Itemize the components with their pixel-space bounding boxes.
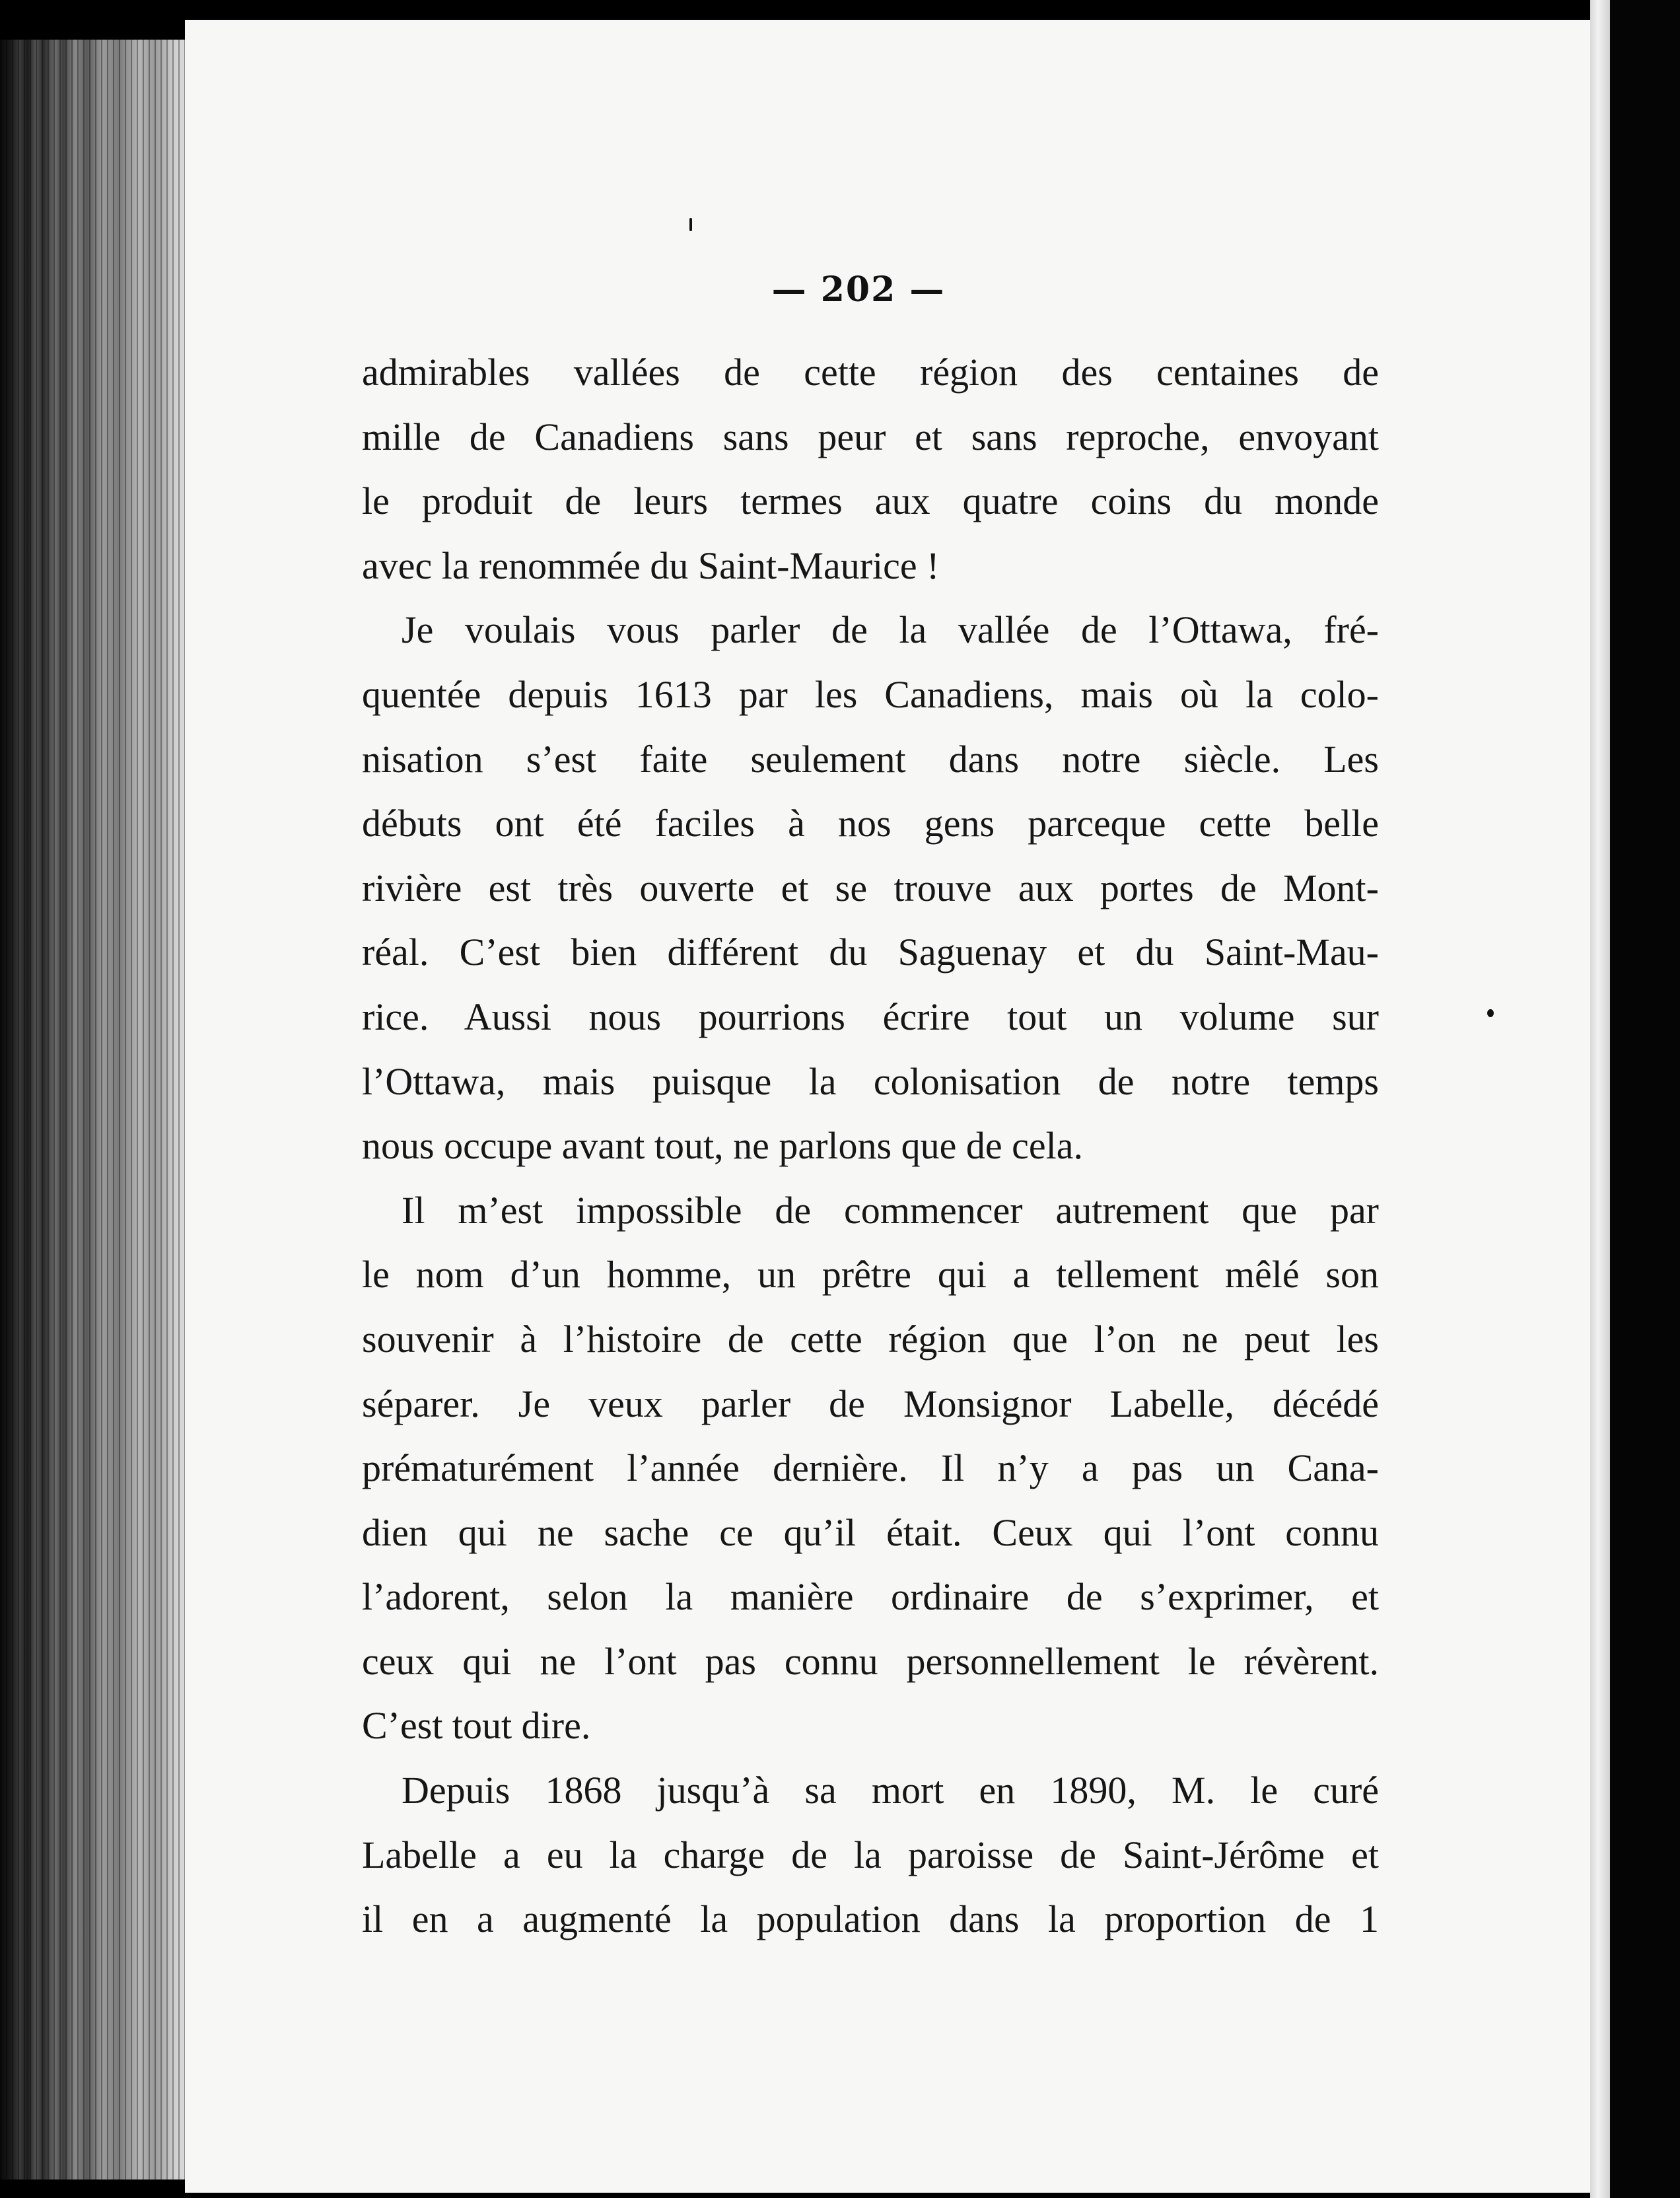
text-line: nous occupe avant tout, ne parlons que de cela. (362, 1124, 1083, 1168)
text-line: ceux qui ne l’ont pas connu personnellement le révèrent. (362, 1639, 1379, 1683)
text-line: le produit de leurs termes aux quatre coins du monde (362, 479, 1379, 523)
text-line: dien qui ne sache ce qu’il était. Ceux qui l’ont connu (362, 1510, 1379, 1554)
text-line: prématurément l’année dernière. Il n’y a pas un Cana- (362, 1446, 1379, 1490)
text-line: admirables vallées de cette région des centaines de (362, 351, 1379, 394)
text-line: l’adorent, selon la manière ordinaire de s’exprimer, et (362, 1575, 1379, 1619)
text-line: quentée depuis 1613 par les Canadiens, mais où la colo- (362, 672, 1379, 716)
text-line: Depuis 1868 jusqu’à sa mort en 1890, M. le curé (402, 1769, 1379, 1812)
text-line: il en a augmenté la population dans la proportion de 1 (362, 1897, 1379, 1941)
text-line: rivière est très ouverte et se trouve aux portes de Mont- (362, 866, 1379, 909)
page-right-edge (1590, 0, 1610, 2198)
text-line: mille de Canadiens sans peur et sans reproche, envoyant (362, 415, 1379, 458)
scan-speck (689, 218, 692, 231)
text-line: Labelle a eu la charge de la paroisse de Saint-Jérôme et (362, 1833, 1379, 1876)
text-line: l’Ottawa, mais puisque la colonisation de notre temps (362, 1059, 1379, 1103)
text-line: réal. C’est bien différent du Saguenay et du Saint-Mau- (362, 931, 1379, 974)
text-line: Il m’est impossible de commencer autrement que par (402, 1188, 1379, 1232)
text-line: rice. Aussi nous pourrions écrire tout un volume sur (362, 995, 1379, 1038)
text-line: Je voulais vous parler de la vallée de l’Ottawa, fré- (402, 608, 1379, 652)
text-line: C’est tout dire. (362, 1704, 591, 1748)
text-line: le nom d’un homme, un prêtre qui a tellement mêlé son (362, 1253, 1379, 1296)
page-stack-lines (0, 40, 198, 2180)
scan-speck (1487, 1009, 1494, 1017)
text-line: séparer. Je veux parler de Monsignor Labelle, décédé (362, 1382, 1379, 1425)
text-line: débuts ont été faciles à nos gens parceque cette belle (362, 802, 1379, 845)
text-line: avec la renommée du Saint-Maurice ! (362, 544, 940, 587)
text-line: souvenir à l’histoire de cette région que l’on ne peut les (362, 1317, 1379, 1361)
page-number-header: — 202 — (771, 269, 946, 310)
text-line: nisation s’est faite seulement dans notre siècle. Les (362, 737, 1379, 781)
scan-background-right (1610, 0, 1680, 2198)
body-text (362, 340, 1379, 1952)
